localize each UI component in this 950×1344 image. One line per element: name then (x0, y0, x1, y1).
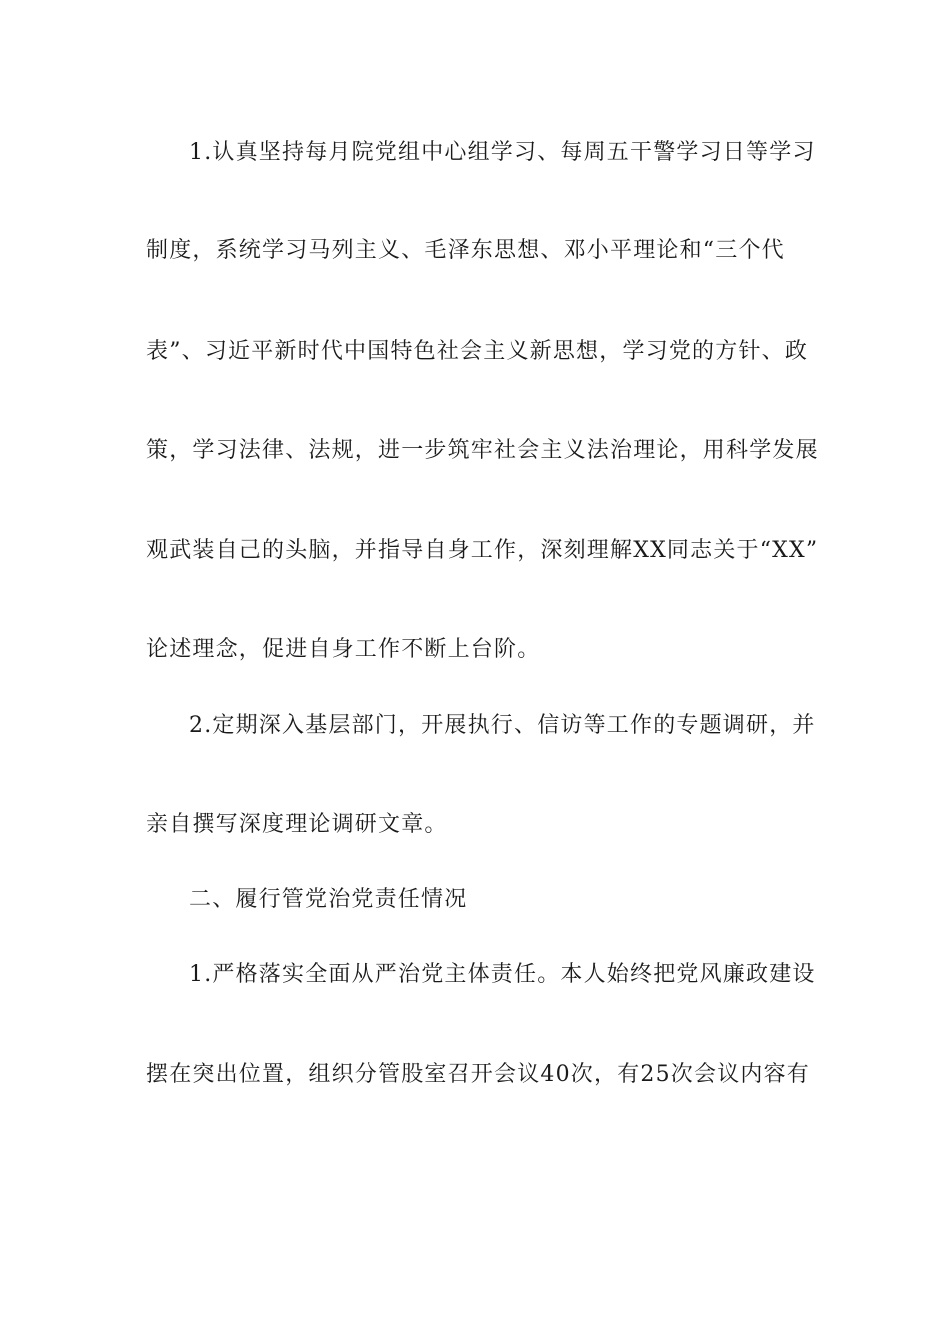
paragraph-line: 1.严格落实全面从严治党主体责任。本人始终把党风廉政建设 (189, 962, 816, 987)
section-heading: 二、履行管党治党责任情况 (189, 887, 468, 912)
paragraph-line: 策，学习法律、法规，进一步筑牢社会主义法治理论，用科学发展 (146, 438, 819, 463)
paragraph-line: 观武装自己的头脑，并指导自身工作，深刻理解XX同志关于“XX” (146, 538, 819, 563)
paragraph-line: 亲自撰写深度理论调研文章。 (146, 812, 448, 837)
paragraph-line: 制度，系统学习马列主义、毛泽东思想、邓小平理论和“三个代 (146, 238, 785, 263)
paragraph-line: 表”、习近平新时代中国特色社会主义新思想，学习党的方针、政 (146, 339, 809, 364)
paragraph-line: 论述理念，促进自身工作不断上台阶。 (146, 637, 541, 662)
paragraph-line: 1.认真坚持每月院党组中心组学习、每周五干警学习日等学习 (189, 140, 816, 165)
paragraph-line: 摆在突出位置，组织分管股室召开会议40次，有25次会议内容有 (146, 1062, 810, 1087)
paragraph-line: 2.定期深入基层部门，开展执行、信访等工作的专题调研，并 (189, 713, 816, 738)
